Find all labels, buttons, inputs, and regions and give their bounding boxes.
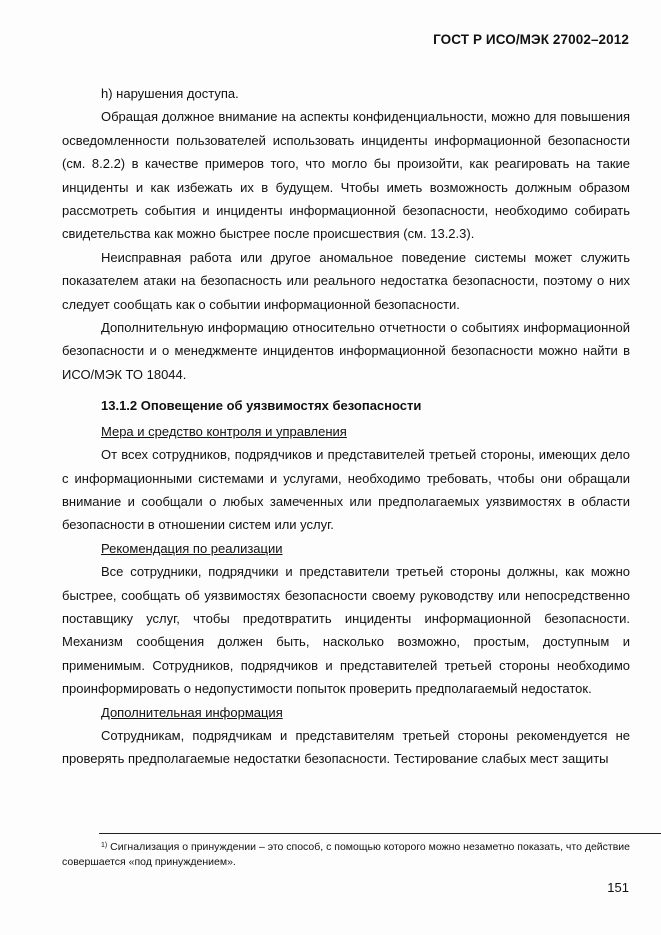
subheading-guidance-text: Рекомендация по реализации: [101, 540, 283, 556]
paragraph: Обращая должное внимание на аспекты конфиденциальности, можно для повышения осведомленности пользователей использовать инциденты информационной безопасности (см. 8.2.2) в качестве примеров того, что могло бы произойти, как реагировать на такие инциденты и как избежать их в будущем. Чтобы иметь возможность должным образом рассмотреть события и инциденты информационной безопасности, необходимо собирать свидетельства как можно быстрее после происшествия (см. 13.2.3).: [62, 109, 630, 242]
paragraph: Дополнительную информацию относительно отчетности о событиях информационной безопасности и о менеджменте инцидентов информационной безопасности можно найти в ИСО/МЭК ТО 18044.: [62, 320, 630, 382]
page-header-title: ГОСТ Р ИСО/МЭК 27002–2012: [433, 32, 629, 47]
page-body: [62, 82, 630, 771]
list-item-h: h) нарушения доступа.: [101, 86, 239, 101]
subheading-other-info: [62, 701, 630, 724]
paragraph: Сотрудникам, подрядчикам и представителям третьей стороны рекомендуется не проверять предполагаемые недостатки безопасности. Тестирование слабых мест защиты: [62, 727, 630, 767]
footnote-marker: 1): [101, 842, 108, 849]
subheading-control: [62, 420, 630, 443]
subheading-guidance: [62, 537, 630, 560]
subheading-other-info-text: Дополнительная информация: [101, 704, 283, 720]
paragraph: От всех сотрудников, подрядчиков и представителей третьей стороны, имеющих дело с информационными системами и услугами, необходимо требовать, чтобы они обращали внимание и сообщали о любых замеченных или предполагаемых уязвимостях в области безопасности в отношении систем или услуг.: [62, 447, 630, 533]
section-heading: 13.1.2 Оповещение об уязвимостях безопасности: [101, 398, 422, 414]
subheading-control-text: Мера и средство контроля и управления: [101, 423, 347, 439]
footnote-text: Сигнализация о принуждении – это способ, с помощью которого можно незаметно показать, что действие совершается «под принуждением».: [62, 841, 631, 868]
footnote-divider: [99, 833, 661, 834]
paragraph: Все сотрудники, подрядчики и представители третьей стороны должны, как можно быстрее, сообщать об уязвимостях безопасности своему руководству или непосредственно поставщику услуг, чтобы предотвратить инциденты информационной безопасности. Механизм сообщения должен быть, насколько возможно, простым, доступным и применимым. Сотрудников, подрядчиков и представителей третьей стороны необходимо проинформировать о недопустимости попыток проверить предполагаемый недостаток.: [62, 564, 630, 697]
paragraph: Неисправная работа или другое аномальное поведение системы может служить показателем атаки на безопасность или реального недостатка безопасности, поэтому о них следует сообщать как о событии информационной безопасности.: [62, 249, 630, 312]
page-number: 151: [607, 880, 629, 895]
footnote: [62, 840, 630, 870]
